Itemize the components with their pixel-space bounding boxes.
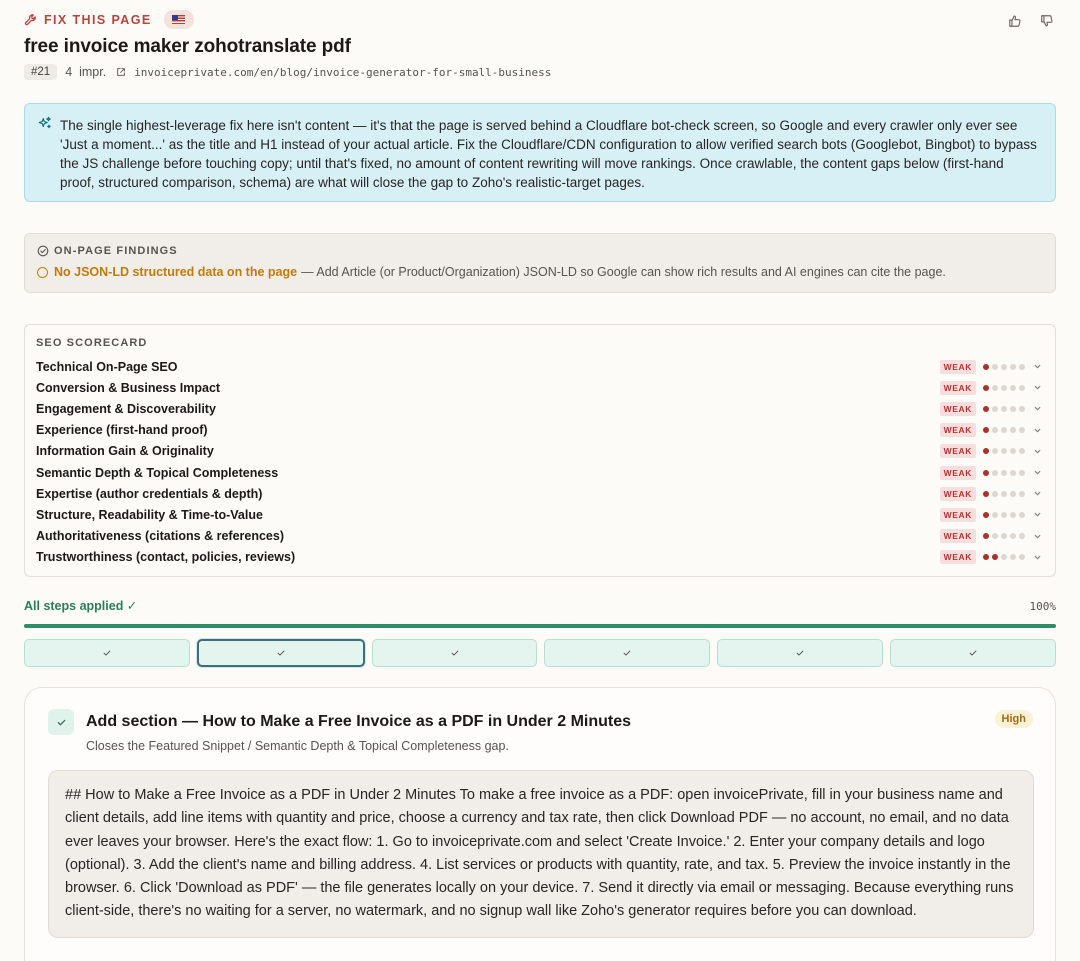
score-dot-empty: [1001, 554, 1007, 560]
scorecard-row-label: Trustworthiness (contact, policies, reviews): [36, 550, 296, 565]
rating-badge: WEAK: [940, 466, 976, 480]
check-icon: [102, 648, 112, 658]
chevron-down-icon: [1033, 532, 1042, 541]
insight-callout: [24, 103, 1056, 202]
scorecard-row[interactable]: [36, 441, 1044, 462]
step-tab-4[interactable]: [544, 639, 710, 667]
rating-badge: WEAK: [940, 550, 976, 564]
rating-badge: WEAK: [940, 402, 976, 416]
scorecard-row[interactable]: [36, 483, 1044, 504]
score-dot-filled: [983, 470, 989, 476]
scorecard-row[interactable]: [36, 398, 1044, 419]
thumbs-down-icon[interactable]: [1040, 14, 1054, 28]
scorecard-row[interactable]: [36, 420, 1044, 441]
step-card: [24, 687, 1056, 961]
score-dot-empty: [992, 406, 998, 412]
score-dot-filled: [983, 448, 989, 454]
score-dot-empty: [1001, 491, 1007, 497]
score-dot-empty: [992, 470, 998, 476]
score-dot-empty: [1010, 385, 1016, 391]
rating-badge: WEAK: [940, 360, 976, 374]
score-dot-empty: [1010, 512, 1016, 518]
score-dot-empty: [992, 448, 998, 454]
score-dot-filled: [983, 427, 989, 433]
thumbs-up-icon[interactable]: [1008, 14, 1022, 28]
score-dot-empty: [1019, 554, 1025, 560]
kicker-label: FIX THIS PAGE: [44, 12, 152, 27]
us-flag-icon: [164, 10, 194, 29]
warning-circle-icon: [37, 267, 48, 278]
page-meta: [24, 64, 551, 80]
score-dot-empty: [1010, 491, 1016, 497]
rating-badge: WEAK: [940, 487, 976, 501]
rating-badge: WEAK: [940, 381, 976, 395]
step-title: Add section — How to Make a Free Invoice as a PDF in Under 2 Minutes: [86, 713, 632, 730]
score-dot-empty: [1019, 364, 1025, 370]
check-icon: [56, 717, 67, 728]
score-dot-empty: [1001, 512, 1007, 518]
scorecard-row-label: Structure, Readability & Time-to-Value: [36, 507, 263, 522]
impressions-count: 4 impr.: [65, 65, 107, 79]
scorecard-row-label: Conversion & Business Impact: [36, 380, 221, 395]
score-dot-empty: [1001, 406, 1007, 412]
page-kicker: [24, 10, 194, 29]
score-dot-empty: [992, 364, 998, 370]
chevron-down-icon: [1033, 468, 1042, 477]
score-dots: [983, 385, 1025, 391]
scorecard-row-label: Engagement & Discoverability: [36, 401, 216, 416]
scorecard-row-label: Technical On-Page SEO: [36, 359, 178, 374]
external-link-icon: [116, 67, 126, 77]
score-dot-empty: [1001, 448, 1007, 454]
check-icon: [795, 648, 805, 658]
score-dot-empty: [1010, 533, 1016, 539]
finding-item: [37, 265, 1043, 279]
score-dot-empty: [1010, 364, 1016, 370]
finding-title: No JSON-LD structured data on the page: [54, 265, 298, 279]
score-dots: [983, 533, 1025, 539]
score-dot-empty: [992, 512, 998, 518]
findings-heading: ON-PAGE FINDINGS: [37, 245, 1043, 257]
score-dots: [983, 491, 1025, 497]
chevron-down-icon: [1033, 362, 1042, 371]
step-tab-3[interactable]: [372, 639, 538, 667]
step-tab-1[interactable]: [24, 639, 190, 667]
score-dot-empty: [1019, 385, 1025, 391]
insight-text: The single highest-leverage fix here isn't content — it's that the page is served behind a Cloudflare bot-check screen, so Google and every crawler only ever see 'Just a moment...' as the title and H1 instead of your actual article. Fix the Cloudflare/CDN configuration to allow verified search bots (Googlebot, Bingbot) to bypass the JS challenge before touching copy; until that's fixed, no amount of content rewriting will move rankings. Once crawlable, the content gaps below (first-hand proof, structured comparison, schema) are what will close the gap to Zoho's realistic-target pages.: [60, 118, 1037, 190]
progress-fill: [24, 624, 1056, 628]
score-dots: [983, 406, 1025, 412]
chevron-down-icon: [1033, 553, 1042, 562]
progress-bar: [24, 624, 1056, 628]
chevron-down-icon: [1033, 489, 1042, 498]
scorecard-row-label: Information Gain & Originality: [36, 444, 214, 459]
chevron-down-icon: [1033, 383, 1042, 392]
scorecard-row[interactable]: [36, 547, 1044, 568]
score-dot-filled: [983, 406, 989, 412]
score-dots: [983, 554, 1025, 560]
score-dots: [983, 470, 1025, 476]
check-icon: [450, 648, 460, 658]
page-url-link[interactable]: invoiceprivate.com/en/blog/invoice-generator-for-small-business: [134, 65, 552, 79]
rating-badge: WEAK: [940, 423, 976, 437]
check-icon: [276, 648, 286, 658]
scorecard-heading: SEO SCORECARD: [36, 337, 148, 349]
step-tab-5[interactable]: [717, 639, 883, 667]
priority-badge: High: [995, 710, 1033, 728]
score-dot-filled: [983, 491, 989, 497]
scorecard-row-label: Expertise (author credentials & depth): [36, 486, 263, 501]
page-title: free invoice maker zohotranslate pdf: [24, 36, 351, 57]
score-dot-empty: [1001, 385, 1007, 391]
suggested-content[interactable]: ## How to Make a Free Invoice as a PDF in Under 2 Minutes To make a free invoice as a PDF: open invoicePrivate, fill in your business name and client details, add line items with quantity and price, choose a currency and tax rate, then click Download PDF — no account, no email, and no data ever leaves your browser. Here's the exact flow: 1. Go to invoiceprivate.com and select 'Create Invoice.' 2. Enter your company details and logo (optional). 3. Add the client's name and billing address. 4. List services or products with quantity, rate, and tax. 5. Preview the invoice instantly in the browser. 6. Click 'Download as PDF' — the file generates locally on your device. 7. Send it directly via email or messaging. Because everything runs client-side, there's no waiting for a server, no watermark, and no signup wall like Zoho's generator requires before you can download.: [48, 770, 1034, 938]
score-dot-empty: [1019, 406, 1025, 412]
score-dot-empty: [1019, 512, 1025, 518]
scorecard-row[interactable]: [36, 526, 1044, 547]
step-subtitle: Closes the Featured Snippet / Semantic Depth & Topical Completeness gap.: [86, 739, 509, 753]
step-done-toggle[interactable]: [48, 709, 74, 735]
score-dots: [983, 448, 1025, 454]
check-icon: [622, 648, 632, 658]
rating-badge: WEAK: [940, 529, 976, 543]
check-circle-icon: [37, 245, 49, 257]
finding-detail: — Add Article (or Product/Organization) JSON-LD so Google can show rich results and AI engines can cite the page.: [301, 265, 946, 279]
steps-percent: 100%: [1029, 600, 1056, 613]
score-dot-filled: [983, 512, 989, 518]
chevron-down-icon: [1033, 404, 1042, 413]
score-dot-empty: [992, 385, 998, 391]
score-dot-filled: [983, 385, 989, 391]
score-dot-empty: [1019, 448, 1025, 454]
sparkle-icon: [38, 116, 52, 130]
rating-badge: WEAK: [940, 508, 976, 522]
step-tab-2[interactable]: [197, 639, 365, 667]
scorecard-row-label: Authoritativeness (citations & references): [36, 529, 284, 544]
chevron-down-icon: [1033, 447, 1042, 456]
score-dot-empty: [1010, 470, 1016, 476]
score-dots: [983, 364, 1025, 370]
score-dot-empty: [1001, 427, 1007, 433]
score-dot-empty: [992, 533, 998, 539]
score-dot-empty: [1010, 427, 1016, 433]
score-dot-filled: [983, 554, 989, 560]
seo-scorecard: [24, 324, 1056, 577]
scorecard-row[interactable]: [36, 504, 1044, 525]
scorecard-row[interactable]: [36, 356, 1044, 377]
scorecard-row-label: Semantic Depth & Topical Completeness: [36, 465, 279, 480]
score-dot-empty: [1001, 533, 1007, 539]
score-dot-empty: [1001, 364, 1007, 370]
chevron-down-icon: [1033, 510, 1042, 519]
step-tab-6[interactable]: [890, 639, 1056, 667]
score-dot-empty: [992, 427, 998, 433]
score-dot-filled: [992, 554, 998, 560]
score-dot-empty: [992, 491, 998, 497]
scorecard-row-label: Experience (first-hand proof): [36, 423, 208, 438]
step-tabs: [24, 639, 1056, 667]
score-dots: [983, 512, 1025, 518]
score-dot-empty: [1019, 491, 1025, 497]
chevron-down-icon: [1033, 426, 1042, 435]
wrench-icon: [24, 13, 38, 27]
check-icon: [968, 648, 978, 658]
scorecard-row[interactable]: [36, 377, 1044, 398]
steps-status: All steps applied ✓: [24, 599, 138, 613]
score-dots: [983, 427, 1025, 433]
score-dot-empty: [1019, 470, 1025, 476]
scorecard-rows: [36, 356, 1044, 568]
on-page-findings: [24, 233, 1056, 293]
score-dot-empty: [1001, 470, 1007, 476]
score-dot-empty: [1010, 554, 1016, 560]
score-dot-empty: [1010, 448, 1016, 454]
scorecard-row[interactable]: [36, 462, 1044, 483]
score-dot-empty: [1019, 533, 1025, 539]
feedback-buttons: [1008, 14, 1054, 28]
rating-badge: WEAK: [940, 444, 976, 458]
score-dot-filled: [983, 533, 989, 539]
rank-badge: #21: [24, 64, 57, 80]
score-dot-empty: [1019, 427, 1025, 433]
score-dot-filled: [983, 364, 989, 370]
score-dot-empty: [1010, 406, 1016, 412]
